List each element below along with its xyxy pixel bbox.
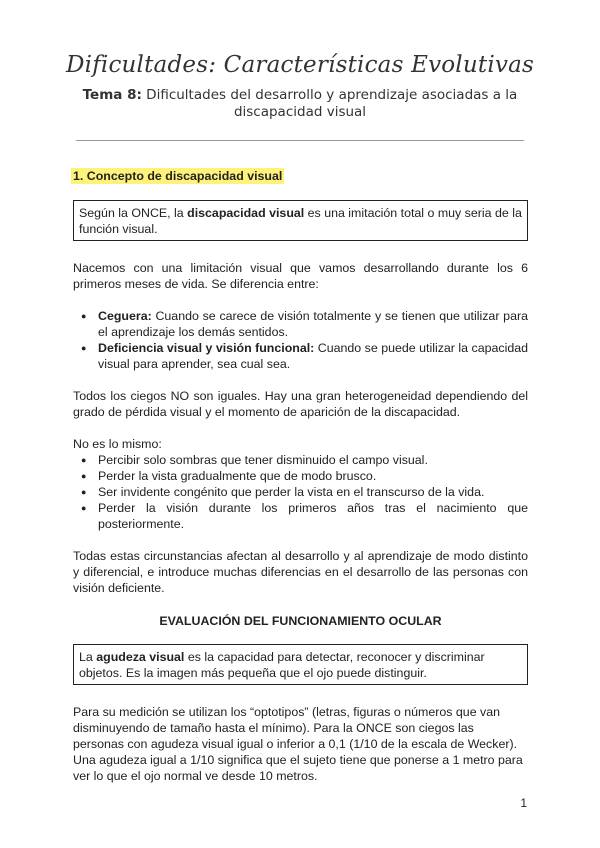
definition-text-post: es una imitación total o muy seria de la función visual.: [79, 206, 522, 236]
subtitle-topic-label: Tema 8:: [82, 87, 142, 103]
paragraph-optotypes: Para su medición se utilizan los “optotipos” (letras, figuras o números que van disminuyendo de tamaño hasta el mínimo). Para la ONCE son ciegos las personas con agudeza visual igual o inferior a 0,1 (1/10 de la escala de Wecker). Una agudeza igual a 1/10 significa que el sujeto tiene que ponerse a 1 metro para ver lo que el ojo normal ve desde 10 metros.: [73, 705, 523, 783]
page-number: 1: [520, 796, 527, 810]
definition-text-pre: Según la ONCE, la: [79, 206, 188, 220]
paragraph-not-same: No es lo mismo:: [73, 437, 162, 451]
list-item-ceguera: [73, 308, 528, 340]
list-item: ● Percibir solo sombras que tener disminuido el campo visual.: [73, 452, 528, 468]
list-item-term: Deficiencia visual y visión funcional:: [98, 341, 315, 355]
definition-box-visual-disability: [73, 200, 528, 241]
paragraph-circumstances: Todas estas circunstancias afectan al desarrollo y al aprendizaje de modo distinto y diferencial, e introduce muchas diferencias en el desarrollo de las personas con visión deficiente.: [73, 549, 528, 595]
document-subtitle: [70, 87, 530, 121]
definition-term: discapacidad visual: [187, 206, 305, 220]
list-item-deficiencia: [73, 340, 528, 372]
header-divider: [76, 140, 524, 141]
comparisons-list: [73, 452, 528, 532]
definition-text-post: es la capacidad para detectar, reconocer y discriminar objetos. Es la imagen más pequeña que el ojo puede distinguir.: [79, 650, 485, 680]
list-item: ● Perder la vista gradualmente que de modo brusco.: [73, 468, 528, 484]
definition-text-pre: La: [79, 650, 97, 664]
list-item: ● Ser invidente congénito que perder la vista en el transcurso de la vida.: [73, 484, 528, 500]
subtitle-topic-text: Dificultades del desarrollo y aprendizaje asociadas a la discapacidad visual: [141, 87, 518, 120]
list-item: ● Perder la visión durante los primeros años tras el nacimiento que posteriormente.: [73, 500, 528, 532]
list-item-text: Cuando se carece de visión totalmente y se tienen que utilizar para el aprendizaje los demás sentidos.: [98, 309, 528, 339]
list-item-term: Ceguera:: [98, 309, 152, 323]
document-body: [73, 168, 528, 784]
paragraph-heterogeneity: Todos los ciegos NO son iguales. Hay una gran heterogeneidad dependiendo del grado de pérdida visual y el momento de aparición de la discapacidad.: [73, 389, 528, 419]
definition-term: agudeza visual: [96, 650, 185, 664]
highlighted-heading: 1. Concepto de discapacidad visual: [73, 169, 283, 183]
list-item-text: Cuando se puede utilizar la capacidad visual para aprender, sea cual sea.: [98, 341, 528, 371]
document-title: Dificultades: Características Evolutivas: [66, 52, 534, 78]
section-heading-concept: [73, 168, 528, 184]
paragraph-intro: Nacemos con una limitación visual que vamos desarrollando durante los 6 primeros meses de vida. Se diferencia entre:: [73, 261, 528, 291]
types-list: [73, 308, 528, 372]
definition-box-visual-acuity: [73, 644, 528, 685]
section-heading-evaluation: EVALUACIÓN DEL FUNCIONAMIENTO OCULAR: [159, 614, 442, 628]
